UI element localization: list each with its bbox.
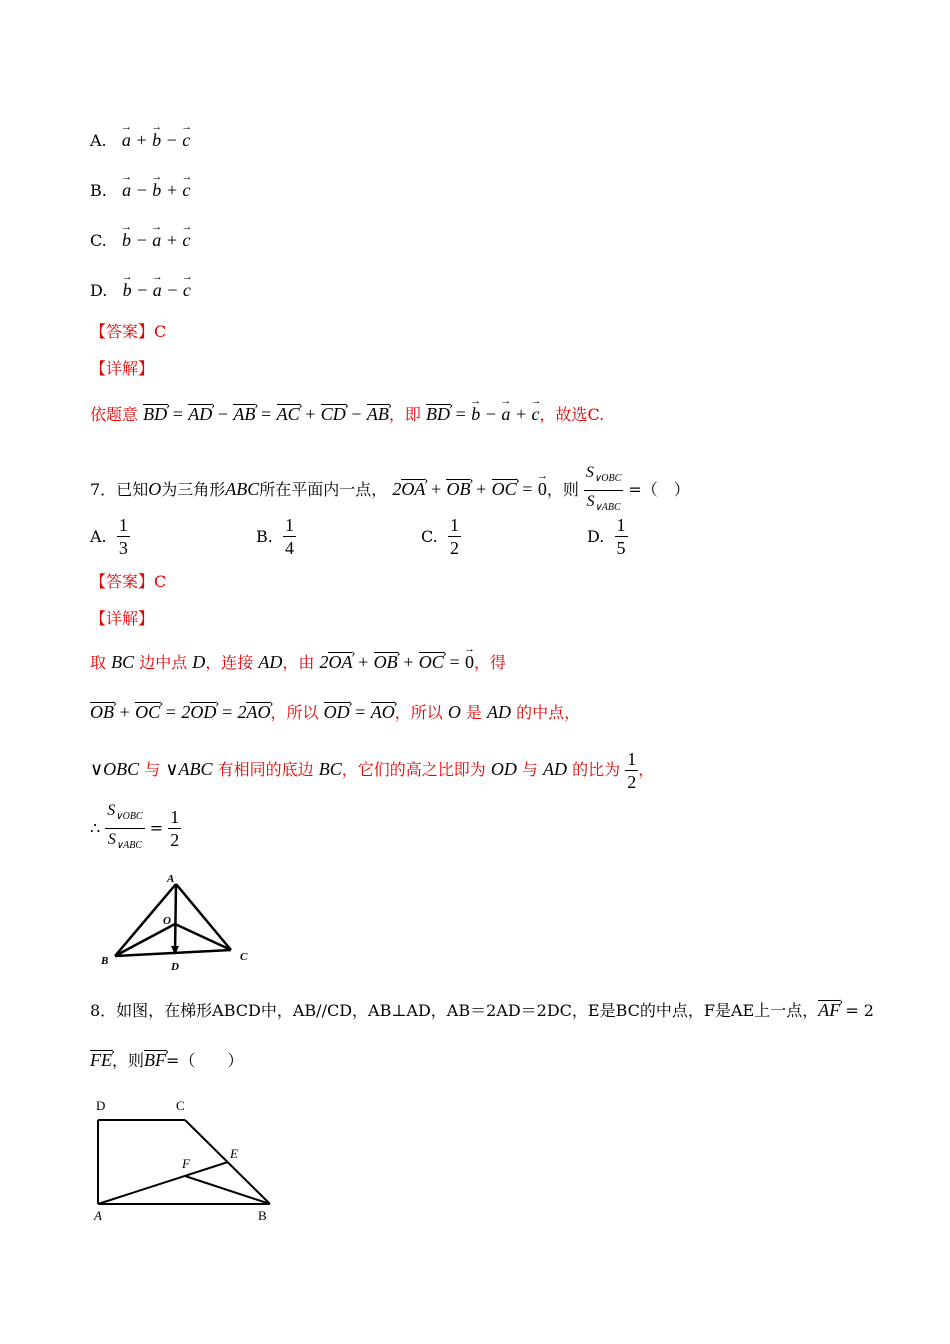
q8-question-line1: 8．如图，在梯形ABCD中，AB//CD，AB⊥AD，AB＝2AD＝2DC，E是BC的中点，F是AE上一点，AF › = 2	[90, 998, 874, 1023]
q8-trapezoid-figure	[88, 1092, 288, 1232]
label-e: E	[230, 1146, 238, 1161]
label-a: A	[94, 1208, 102, 1223]
label-c: C	[240, 951, 248, 963]
q6-option-d: D. → b − → a − → c	[90, 278, 191, 303]
q7-solution-line1: 取 BC 边中点 D，连接 AD，由 2OA › + OB › + OC › = → 0，得	[90, 650, 506, 675]
edge-bc	[115, 950, 231, 956]
label-b: B	[258, 1208, 267, 1223]
label-d: D	[96, 1098, 106, 1113]
q7-option-c: C. $\frac{1}{2}$	[421, 515, 459, 558]
q7-conclusion: ∴ $\frac{S_{\vee OBC}}{S_{\vee ABC}}$ = $\frac{1}{2}$	[90, 802, 180, 851]
q6-option-b: B. → a − → b + → c	[90, 178, 190, 203]
q8-question-line2: FE ›，则BF ›=（ ）	[90, 1048, 243, 1073]
q7-answer-tag: 【答案】C	[90, 572, 167, 591]
q7-solution-line2: OB › + OC › = 2OD › = 2AO ›，所以 OD › = AO ›，所以 O 是 AD 的中点，	[90, 700, 580, 725]
segment-ob	[115, 924, 175, 956]
q6-detail-tag: 【详解】	[90, 359, 155, 378]
label-a: A	[167, 873, 175, 885]
q6-option-a: A. → a + → b − → c	[90, 128, 190, 153]
edge-ac	[176, 884, 231, 950]
q7-option-d: D. $\frac{1}{5}$	[587, 515, 626, 558]
label-d: D	[171, 961, 179, 973]
q6-answer-tag: 【答案】C	[90, 322, 167, 341]
label-o: O	[163, 915, 171, 927]
segment-oc	[175, 924, 231, 950]
q7-option-a: A. $\frac{1}{3}$	[90, 515, 128, 558]
segment-ad	[175, 884, 176, 954]
q7-solution-line3: ∨OBC 与 ∨ABC 有相同的底边 BC，它们的高之比即为 OD 与 AD 的比为 $\frac{1}{2}$ ，	[90, 749, 655, 792]
label-f: F	[182, 1156, 190, 1171]
label-c: C	[176, 1098, 185, 1113]
q7-detail-tag: 【详解】	[90, 609, 155, 628]
q6-option-c: C. → b − → a + → c	[90, 228, 190, 253]
q7-option-b: B. $\frac{1}{4}$	[256, 515, 295, 558]
q7-question: 7．已知O为三角形ABC所在平面内一点， 2OA › + OB › + OC › = → 0，则 $\frac{S_{\vee OBC}}{S_{\vee ABC}}$ =（ ）	[90, 462, 690, 519]
q7-triangle-figure	[95, 870, 265, 980]
label-b: B	[101, 955, 109, 967]
q6-solution: 依题意 BD › = AD › − AB › = AC › + CD › − AB ›，即 BD › = → b − → a + → c，故选C.	[90, 402, 604, 427]
